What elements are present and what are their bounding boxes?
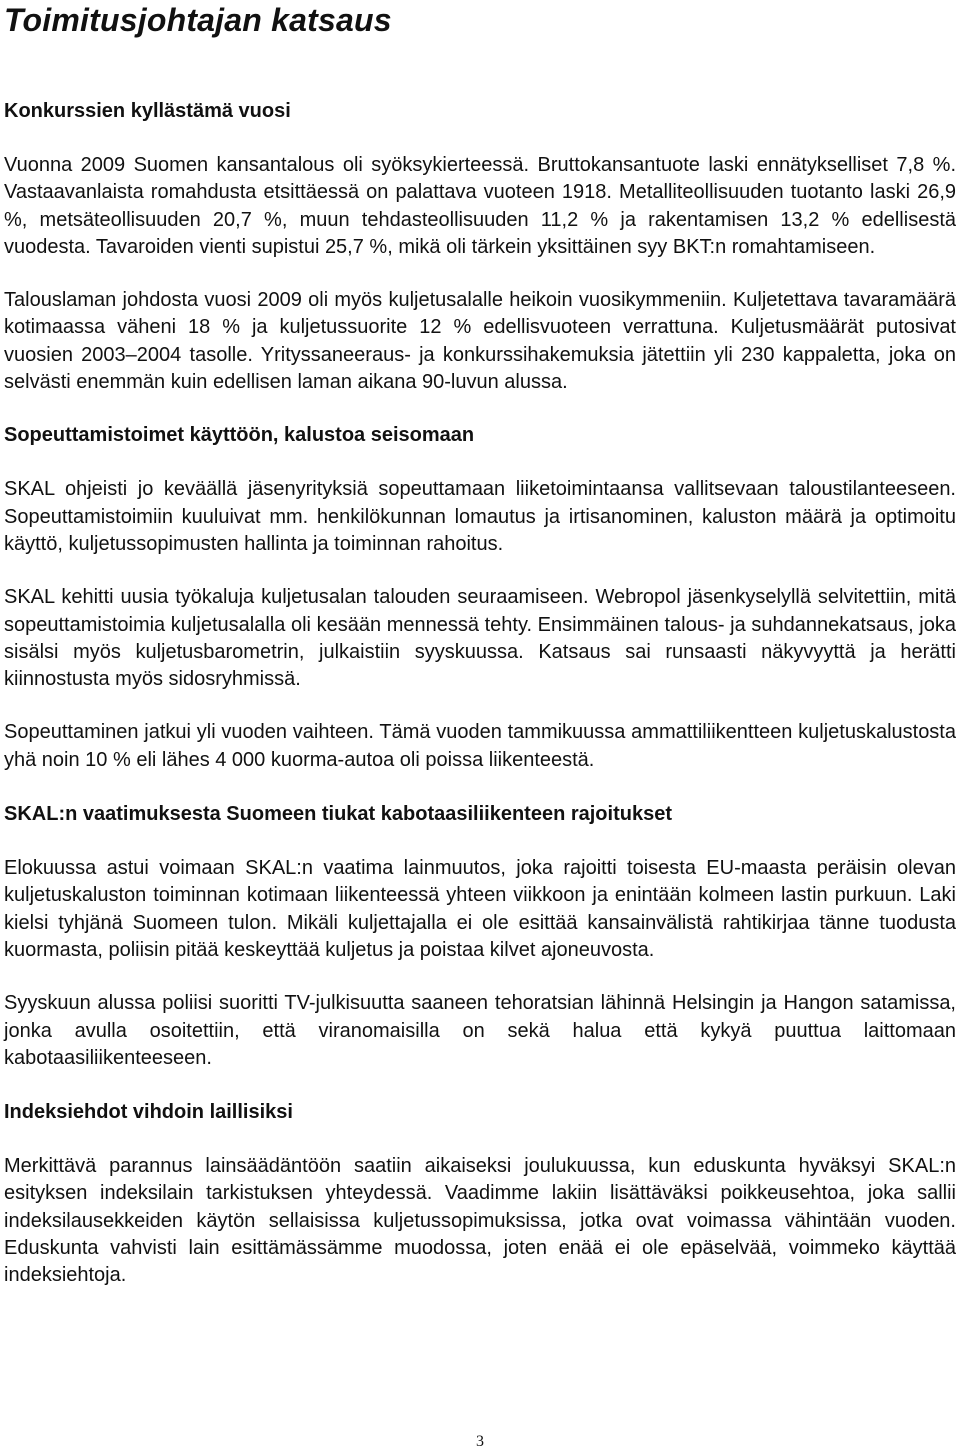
paragraph: Sopeuttaminen jatkui yli vuoden vaihteen. Tämä vuoden tammikuussa ammattiliikentteen kuljetuskalustosta yhä noin 10 % eli lähes 4 000 kuorma-autoa oli poissa liikenteestä. (4, 721, 956, 771)
section-1 (4, 98, 956, 396)
section-heading: Sopeuttamistoimet käyttöön, kalustoa seisomaan (4, 424, 475, 447)
paragraph: Vuonna 2009 Suomen kansantalous oli syöksykierteessä. Bruttokansantuote laski ennätykselliset 7,8 %. Vastaavanlaista romahdusta etsittäessä on palattava vuoteen 1918. Metalliteollisuuden tuotanto laski 26,9 %, metsäteollisuuden 20,7 %, muun tehdasteollisuuden 11,2 % ja rakentamisen 13,2 % edellisestä vuodesta. Tavaroiden vienti supistui 25,7 %, mikä oli tärkein yksittäinen syy BKT:n romahtamiseen. (4, 154, 956, 258)
paragraph: Merkittävä parannus lainsäädäntöön saatiin aikaiseksi joulukuussa, kun eduskunta hyväksyi SKAL:n esityksen indeksilain tarkistuksen yhteydessä. Vaadimme lakiin lisättäväksi poikkeusehtoa, joka sallii indeksilausekkeiden käytön sellaisissa kuljetussopimuksissa, jotka ovat voimassa vähintään vuoden. Eduskunta vahvisti lain esittämässämme muodossa, joten enää ei ole epäselvää, voimmeko käyttää indeksiehtoja. (4, 1155, 956, 1287)
page-number: 3 (476, 1433, 484, 1450)
page-title: Toimitusjohtajan katsaus (4, 2, 392, 38)
paragraph: Elokuussa astui voimaan SKAL:n vaatima lainmuutos, joka rajoitti toisesta EU-maasta peräisin olevan kuljetuskaluston toiminnan kotimaan liikenteessä yhteen viikkoon ja enintään kolmeen lastin purkuun. Laki kielsi tyhjänä Suomeen tulon. Mikäli kuljettajalla ei ole esittää kansainvälistä rahtikirjaa tänne tuodusta kuormasta, poliisin pitää keskeyttää kuljetus ja poistaa kilvet ajoneuvosta. (4, 857, 956, 961)
section-heading: Indeksiehdot vihdoin laillisiksi (4, 1101, 293, 1124)
paragraph: SKAL kehitti uusia työkaluja kuljetusalan talouden seuraamiseen. Webropol jäsenkyselyllä selvitettiin, mitä sopeuttamistoimia kuljetusalalla oli kesään mennessä tehty. Ensimmäinen talous- ja suhdannekatsaus, joka sisälsi myös kuljetusbarometrin, julkaistiin syyskuussa. Katsaus sai runsaasti näkyvyyttä ja herätti kiinnostusta myös sidosryhmissä. (4, 586, 956, 691)
paragraph: Syyskuun alussa poliisi suoritti TV-julkisuutta saaneen tehoratsian lähinnä Helsingin ja Hangon satamissa, jonka avulla osoitettiin, että viranomaisilla on sekä halua että kykyä puuttua laittomaan kabotaasiliikenteeseen. (4, 992, 956, 1069)
paragraph: Talouslaman johdosta vuosi 2009 oli myös kuljetusalalle heikoin vuosikymmeniin. Kuljetettava tavaramäärä kotimaassa väheni 18 % ja kuljetussuorite 12 % edellisvuoteen verrattuna. Kuljetusmäärät putosivat vuosien 2003–2004 tasolle. Yrityssaneeraus- ja konkurssihakemuksia jätettiin yli 230 kappaletta, joka on selvästi enemmän kuin edellisen laman aikana 90-luvun alussa. (4, 289, 956, 394)
section-4 (4, 1099, 956, 1289)
section-heading: SKAL:n vaatimuksesta Suomeen tiukat kabotaasiliikenteen rajoitukset (4, 803, 672, 826)
section-2 (4, 422, 956, 774)
paragraph: SKAL ohjeisti jo keväällä jäsenyrityksiä sopeuttamaan liiketoimintaansa vallitsevaan taloustilanteeseen. Sopeuttamistoimiin kuuluivat mm. henkilökunnan lomautus ja irtisanominen, kaluston määrä ja optimoitu käyttö, kuljetussopimusten hallinta ja toiminnan rahoitus. (4, 478, 956, 555)
section-3 (4, 801, 956, 1072)
section-heading: Konkurssien kyllästämä vuosi (4, 100, 291, 122)
document-page (4, 0, 956, 1290)
